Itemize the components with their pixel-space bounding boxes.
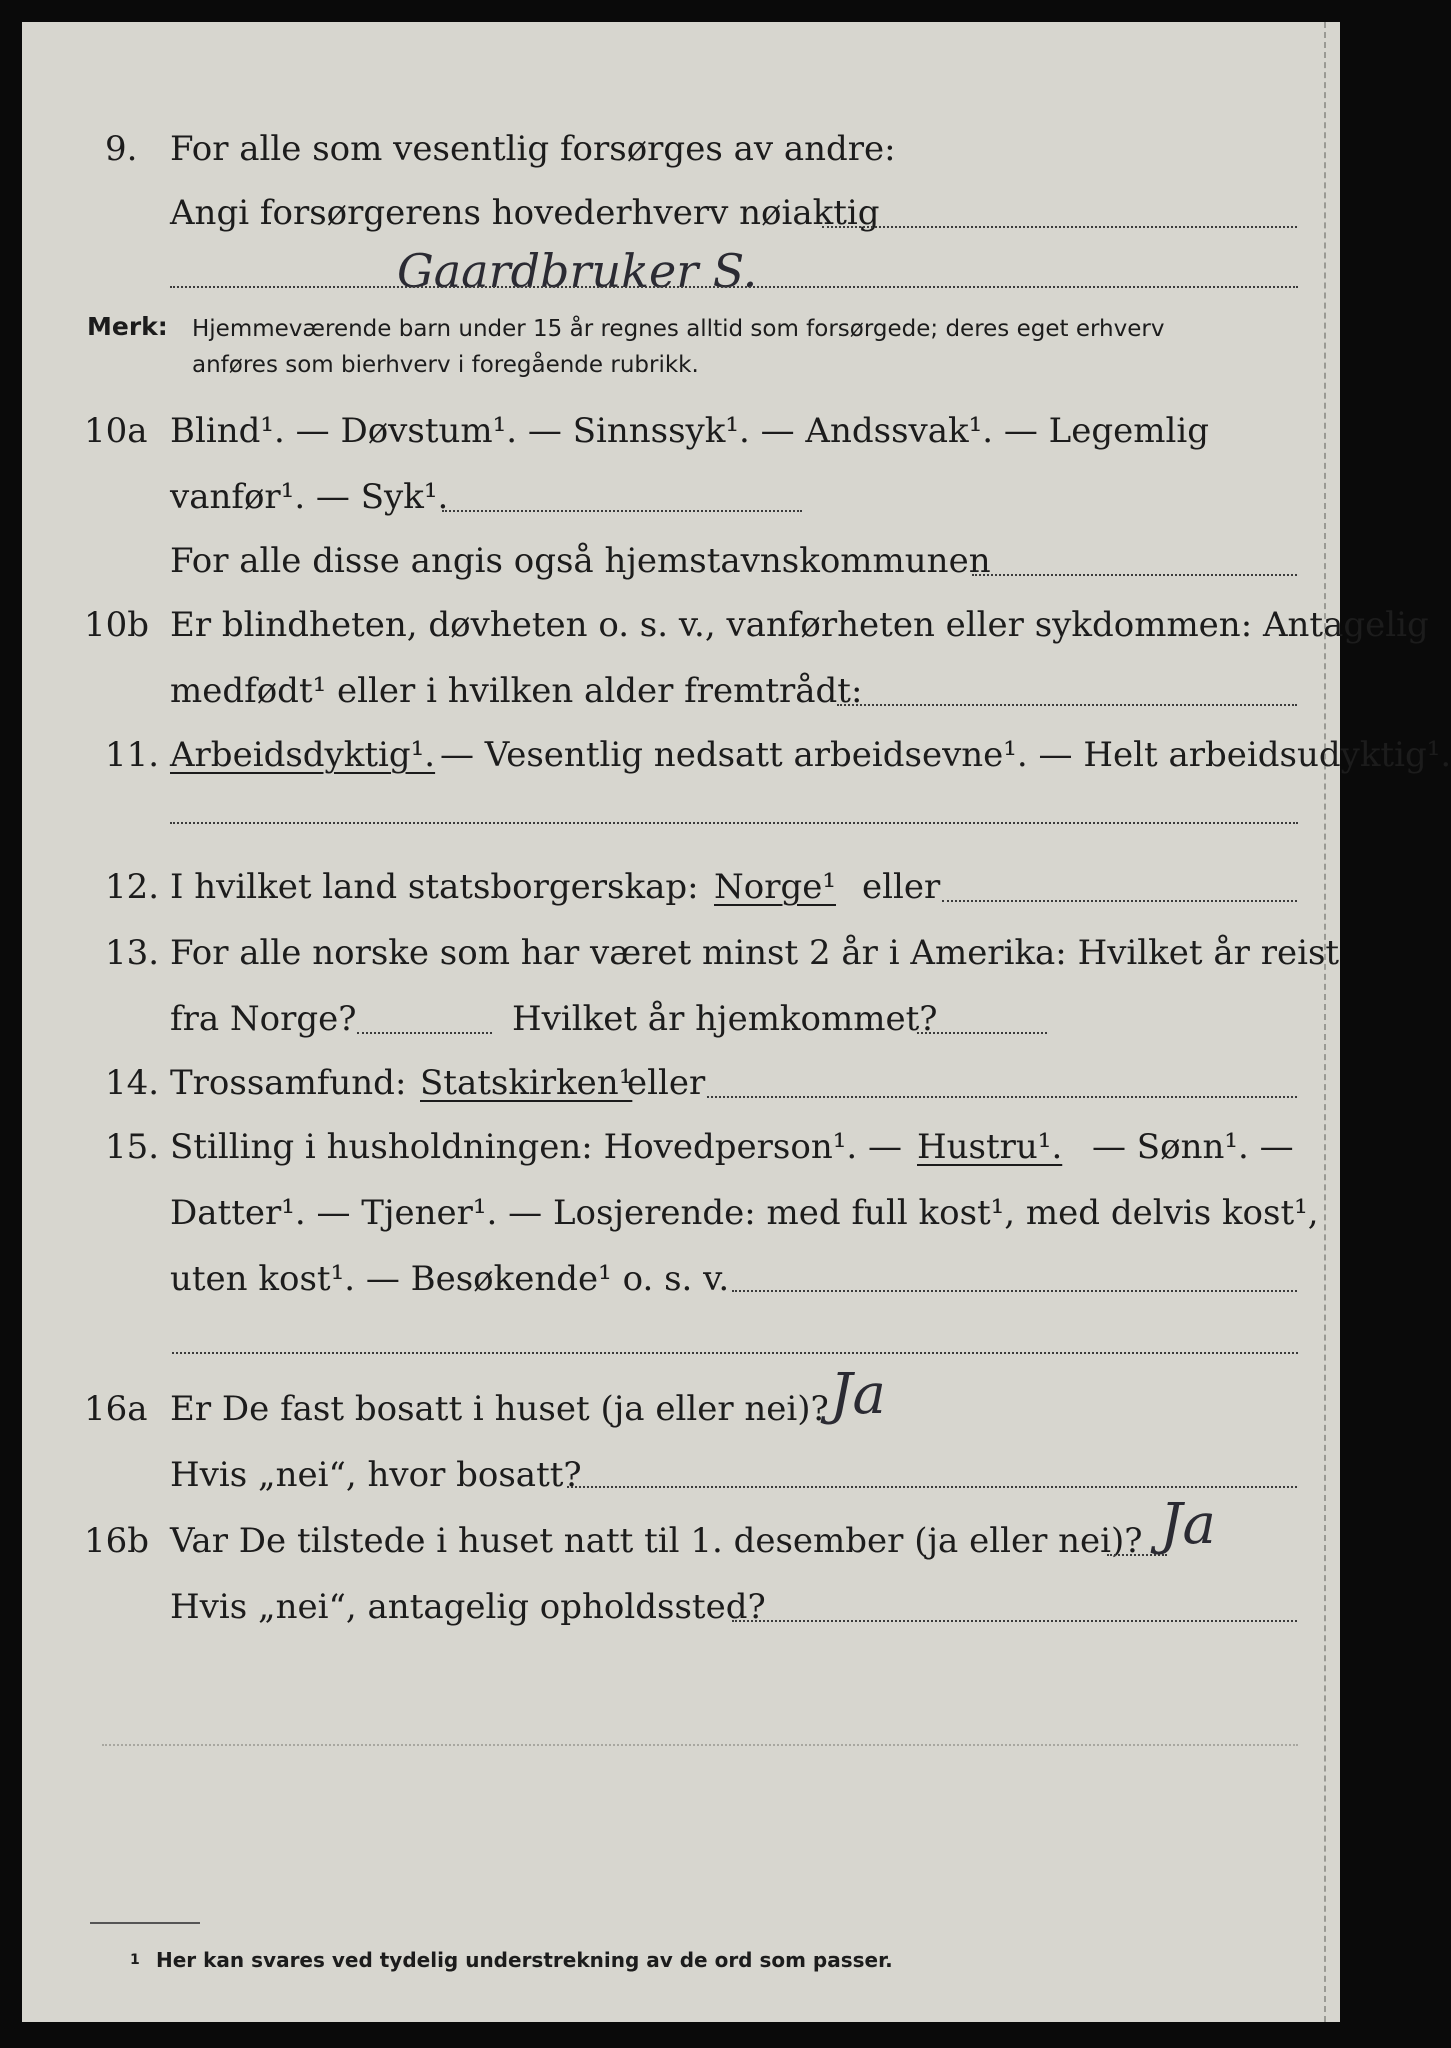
q13-line-2b: Hvilket år hjemkommet?: [512, 999, 938, 1039]
q13-departure-year-line: [357, 1032, 492, 1034]
q13-line-2a: fra Norge?: [170, 999, 357, 1039]
q12-answer-line: [942, 900, 1297, 902]
q14-answer-line: [707, 1096, 1297, 1098]
q13-number: 13.: [105, 933, 160, 973]
q11-extra-line: [170, 822, 1298, 824]
q14-prefix: Trossamfund:: [170, 1063, 407, 1103]
q15-line-2: Datter¹. — Tjener¹. — Losjerende: med full kost¹, med delvis kost¹,: [170, 1193, 1319, 1233]
footnote-text: Her kan svares ved tydelig understrekning av de ord som passer.: [156, 1948, 893, 1972]
q15-number: 15.: [105, 1127, 160, 1167]
merk-line-1: Hjemmeværende barn under 15 år regnes alltid som forsørgede; deres eget erhverv: [192, 316, 1165, 342]
q15-extra-line: [172, 1352, 1298, 1354]
q10a-answer-line: [442, 510, 802, 512]
q10a-hometown-line: [972, 574, 1297, 576]
q10a-line-2: vanfør¹. — Syk¹.: [170, 477, 449, 517]
merk-label: Merk:: [87, 312, 168, 341]
q9-title: For alle som vesentlig forsørges av andre:: [170, 129, 896, 169]
q9-answer-line-2: [170, 286, 1298, 288]
q16b-answer-line: [1107, 1554, 1167, 1556]
q16b-number: 16b: [84, 1521, 150, 1561]
q16a-line-2: Hvis „nei“, hvor bosatt?: [170, 1455, 582, 1495]
q10a-line-1: Blind¹. — Døvstum¹. — Sinnssyk¹. — Andssvak¹. — Legemlig: [170, 411, 1209, 451]
q16a-number: 16a: [84, 1389, 148, 1429]
q11-selected-arbeidsdyktig: Arbeidsdyktig¹.: [170, 735, 436, 775]
q15-answer-line: [732, 1290, 1297, 1292]
q10b-line-2: medfødt¹ eller i hvilken alder fremtrådt:: [170, 671, 863, 711]
q13-line-1: For alle norske som har været minst 2 år i Amerika: Hvilket år reist: [170, 933, 1340, 973]
census-form-page: [22, 22, 1451, 2022]
q10b-answer-line: [837, 704, 1297, 706]
q14-number: 14.: [105, 1063, 160, 1103]
q10a-number: 10a: [84, 411, 148, 451]
q16b-line-1: Var De tilstede i huset natt til 1. desember (ja eller nei)?: [170, 1521, 1143, 1561]
q12-number: 12.: [105, 867, 160, 907]
q15-line-3: uten kost¹. — Besøkende¹ o. s. v.: [170, 1259, 730, 1299]
q14-selected-statskirken: Statskirken¹: [420, 1063, 633, 1103]
q9-handwritten-answer: Gaardbruker S.: [397, 244, 758, 298]
q16a-line-1: Er De fast bosatt i huset (ja eller nei)?: [170, 1389, 829, 1429]
blank-extra-line: [102, 1744, 1298, 1746]
merk-line-2: anføres som bierhverv i foregående rubrikk.: [192, 352, 699, 378]
q15-line-1c: — Sønn¹. —: [1092, 1127, 1294, 1167]
q12-prefix: I hvilket land statsborgerskap:: [170, 867, 699, 907]
q16b-line-2: Hvis „nei“, antagelig opholdssted?: [170, 1587, 766, 1627]
q16a-handwritten-answer: Ja: [830, 1362, 886, 1427]
q9-answer-line: [822, 226, 1297, 228]
q11-options: — Vesentlig nedsatt arbeidsevne¹. — Helt arbeidsudyktig¹.: [440, 735, 1451, 775]
footnote-mark: 1: [130, 1952, 140, 1968]
q9-prompt: Angi forsørgerens hovederhverv nøiaktig: [170, 193, 880, 233]
q12-suffix: eller: [862, 867, 941, 907]
q15-selected-hustru: Hustru¹.: [917, 1127, 1063, 1167]
q16b-location-line: [732, 1620, 1297, 1622]
q13-return-year-line: [917, 1032, 1047, 1034]
q10b-line-1: Er blindheten, døvheten o. s. v., vanførheten eller sykdommen: Antagelig: [170, 605, 1429, 645]
q16b-handwritten-answer: Ja: [1160, 1492, 1216, 1557]
q10b-number: 10b: [84, 605, 150, 645]
q10a-line-3: For alle disse angis også hjemstavnskommunen: [170, 541, 991, 581]
q12-selected-norge: Norge¹: [714, 867, 836, 907]
footnote-rule: [90, 1922, 200, 1924]
q16a-answer-line: [567, 1486, 1297, 1488]
perforated-edge: [1324, 22, 1332, 2022]
q9-number: 9.: [105, 129, 138, 169]
q14-suffix: eller: [627, 1063, 706, 1103]
q15-line-1a: Stilling i husholdningen: Hovedperson¹. —: [170, 1127, 902, 1167]
q11-number: 11.: [105, 735, 160, 775]
